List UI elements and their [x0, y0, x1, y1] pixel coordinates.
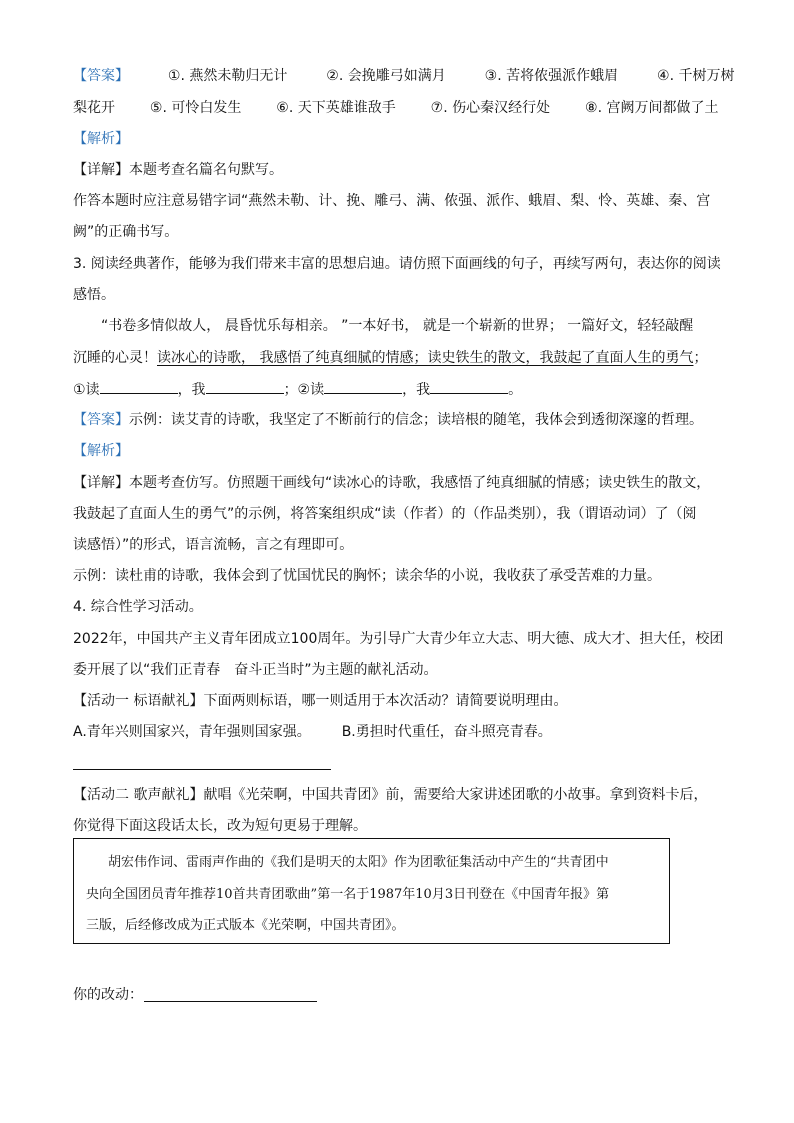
answer-item: ⑦. 伤心秦汉经行处	[430, 100, 551, 116]
answer-item: ①. 燕然未勒归无计	[167, 68, 288, 84]
answer3-line: 【答案】示例：读艾青的诗歌，我坚定了不断前行的信念；读培根的随笔，我体会到透彻深邃的哲理。	[73, 412, 703, 428]
info-card-text: 胡宏伟作词、雷雨声作曲的《我们是明天的太阳》作为团歌征集活动中产生的“共青团中	[108, 855, 609, 870]
slogan-options	[73, 722, 552, 742]
answer-line[interactable]	[73, 769, 331, 770]
answer1-line1	[73, 66, 735, 86]
analysis-paragraph: 读感悟）”的形式，语言流畅，言之有理即可。	[73, 537, 354, 553]
answer-item: ③. 苦将侬强派作蛾眉	[484, 68, 619, 84]
question4-intro: 2022年，中国共产主义青年团成立100周年。为引导广大青少年立大志、明大德、成大才、担大任，校团	[73, 631, 724, 647]
answer-item: ⑥. 天下英雄谁敌手	[276, 100, 396, 116]
analysis-tag: 【解析】	[73, 443, 129, 459]
answer-item: ⑤. 可怜白发生	[149, 100, 242, 116]
question3-quote: “书卷多情似故人， 晨昏忧乐每相亲。 ”一本好书， 就是一个崭新的世界； 一篇好文，轻轻敲醒	[101, 318, 694, 334]
answer-item: 梨花开	[73, 100, 115, 116]
detail-line: 【详解】本题考查名篇名句默写。	[73, 162, 283, 178]
analysis-paragraph: 我鼓起了直面人生的勇气”的示例，将答案组织成“读（作者）的（作品类别），我（谓语动词）了（阅	[73, 506, 697, 522]
question3-stem: 3. 阅读经典著作，能够为我们带来丰富的思想启迪。请仿照下面画线的句子，再续写两句，表达你的阅读	[73, 256, 721, 272]
info-card	[73, 838, 670, 944]
fill-blank[interactable]	[206, 379, 284, 394]
fill-blank[interactable]	[324, 379, 402, 394]
question3-stem: 感悟。	[73, 287, 115, 303]
answer-item: ⑧. 宫阙万间都做了土	[585, 100, 719, 116]
option-a: A.青年兴则国家兴，青年强则国家强。	[73, 724, 311, 740]
question4-intro: 委开展了以“我们正青春 奋斗正当时”为主题的献礼活动。	[73, 662, 438, 678]
question3-fill: ①读 ，我 ；②读 ，我 。	[73, 379, 522, 400]
analysis-paragraph: 作答本题时应注意易错字词“燕然未勒、计、挽、雕弓、满、侬强、派作、蛾眉、梨、怜、英雄、秦、宫	[73, 193, 711, 209]
answer-line[interactable]	[144, 1001, 317, 1002]
your-change-label: 你的改动：	[73, 987, 143, 1003]
analysis-paragraph: 【详解】本题考查仿写。仿照题干画线句“读冰心的诗歌，我感悟了纯真细腻的情感；读史铁生的散文，	[73, 475, 711, 491]
answer-tag: 【答案】	[73, 412, 129, 428]
answer-item: ④. 千树万树	[657, 68, 735, 84]
answer-tag: 【答案】	[73, 68, 129, 84]
fill-blank[interactable]	[430, 379, 508, 394]
analysis-example: 示例：读杜甫的诗歌，我体会到了忧国忧民的胸怀；读余华的小说，我收获了承受苦难的力量。	[73, 568, 661, 584]
fill-blank[interactable]	[100, 379, 178, 394]
underlined-sentence: 读冰心的诗歌， 我感悟了纯真细腻的情感；读史铁生的散文，我鼓起了直面人生的勇气	[157, 350, 694, 366]
detail-tag: 【详解】	[73, 162, 129, 178]
question3-quote: 沉睡的心灵！读冰心的诗歌， 我感悟了纯真细腻的情感；读史铁生的散文，我鼓起了直面人生的勇气；	[73, 350, 708, 366]
detail-tag: 【详解】	[73, 475, 129, 491]
question4-title: 4. 综合性学习活动。	[73, 599, 203, 615]
info-card-text: 三版，后经修改成为正式版本《光荣啊，中国共青团》。	[86, 918, 405, 933]
activity2-prompt: 你觉得下面这段话太长，改为短句更易于理解。	[73, 818, 367, 834]
info-card-text: 央向全国团员青年推荐10首共青团歌曲”第一名于1987年10月3日刊登在《中国青年报》第	[86, 887, 610, 902]
activity1-prompt: 【活动一 标语献礼】下面两则标语，哪一则适用于本次活动？请简要说明理由。	[73, 693, 568, 709]
answer1-line2	[73, 98, 719, 118]
analysis-paragraph: 阙”的正确书写。	[73, 224, 179, 240]
answer-item: ②. 会挽雕弓如满月	[326, 68, 446, 84]
analysis-tag: 【解析】	[73, 131, 129, 147]
option-b: B.勇担时代重任，奋斗照亮青春。	[341, 724, 552, 740]
activity2-prompt: 【活动二 歌声献礼】献唱《光荣啊，中国共青团》前，需要给大家讲述团歌的小故事。拿到资料卡后，	[73, 787, 708, 803]
